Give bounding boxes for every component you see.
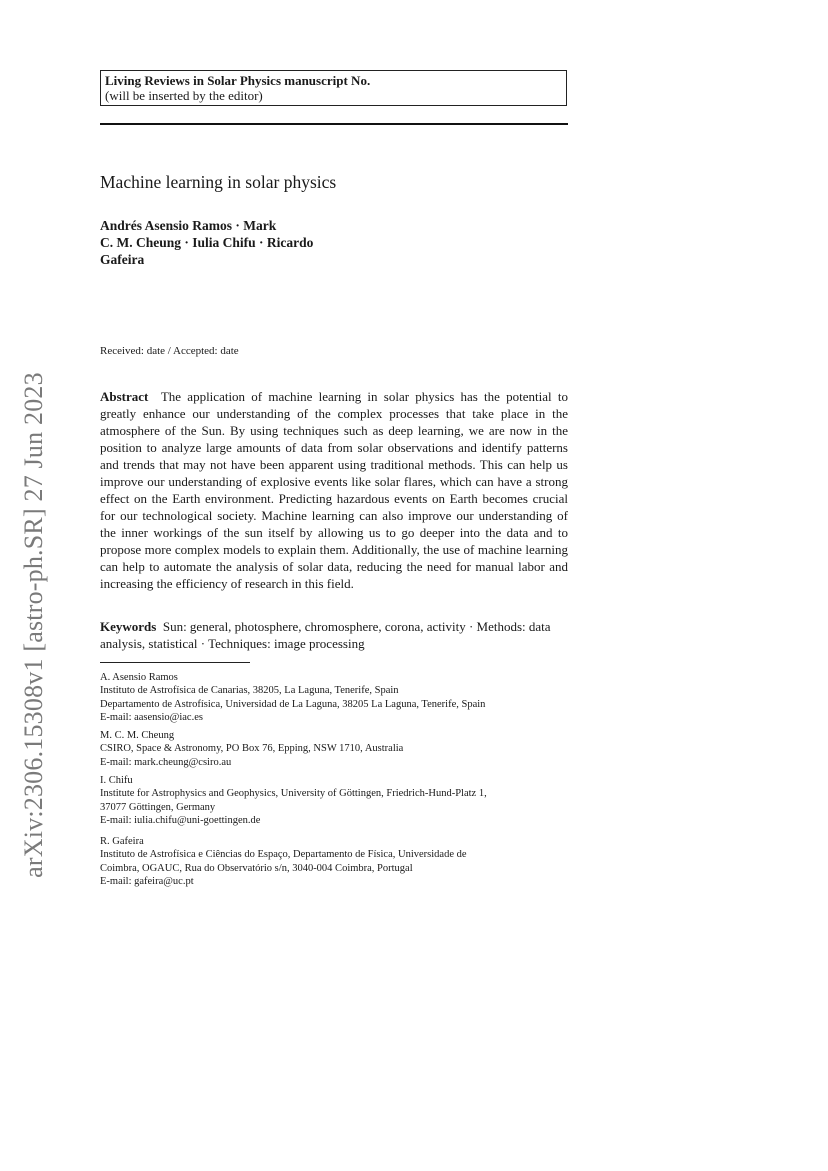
paper-title: Machine learning in solar physics [100, 172, 337, 192]
arxiv-identifier-sidebar [10, 345, 58, 905]
affiliation-name: R. Gafeira [100, 836, 144, 847]
keywords-text: Sun: general, photosphere, chromosphere, corona, activity · Methods: data analysis, statistical · Techniques: image processing [100, 619, 551, 651]
affiliation-email[interactable]: E-mail: gafeira@uc.pt [100, 875, 194, 887]
footnote-divider [100, 662, 250, 663]
affiliation-institution: Institute for Astrophysics and Geophysics, University of Göttingen, Friedrich-Hund-Platz 1, [100, 788, 487, 800]
affiliation-address: Coimbra, OGAUC, Rua do Observatório s/n, 3040-004 Coimbra, Portugal [100, 862, 413, 874]
abstract [100, 388, 568, 592]
journal-header-box [100, 70, 567, 106]
affiliation-institution: Departamento de Astrofísica, Universidad de La Laguna, 38205 La Laguna, Tenerife, Spain [100, 698, 486, 710]
affiliation-email[interactable]: E-mail: aasensio@iac.es [100, 711, 203, 723]
affiliation-email[interactable]: E-mail: mark.cheung@csiro.au [100, 756, 232, 768]
affiliation-email[interactable]: E-mail: iulia.chifu@uni-goettingen.de [100, 814, 261, 826]
arxiv-identifier[interactable]: arXiv:2306.15308v1 [astro-ph.SR] 27 Jun 2023 [19, 372, 49, 878]
affiliation-name: M. C. M. Cheung [100, 730, 175, 741]
abstract-label: Abstract [100, 389, 149, 404]
received-accepted-dates: Received: date / Accepted: date [100, 345, 239, 357]
affiliation-asensio-ramos [100, 671, 570, 724]
journal-name: Living Reviews in Solar Physics manuscript No. [105, 73, 371, 88]
keywords-label: Keywords [100, 619, 157, 634]
journal-note: (will be inserted by the editor) [105, 88, 263, 103]
affiliation-institution: Instituto de Astrofísica de Canarias, 38205, La Laguna, Tenerife, Spain [100, 685, 399, 697]
author-line: Gafeira [100, 252, 145, 267]
affiliation-institution: CSIRO, Space & Astronomy, PO Box 76, Epping, NSW 1710, Australia [100, 743, 404, 755]
abstract-text: The application of machine learning in solar physics has the potential to greatly enhance our understanding of the complex processes that take place in the atmosphere of the Sun. By using techniques such as deep learning, we are now in the position to analyze large amounts of data from solar observations and identify patterns and trends that may not have been apparent using traditional methods. This can help us improve our understanding of explosive events like solar flares, which can have a strong effect on the Earth environment. Predicting hazardous events on Earth becomes crucial for our technological society. Machine learning can also improve our understanding of the inner workings of the sun itself by allowing us to go deeper into the data and to propose more complex models to explain them. Additionally, the use of machine learning can help to automate the analysis of solar data, reducing the need for manual labor and increasing the efficiency of research in this field. [100, 389, 569, 591]
affiliation-chifu [100, 774, 570, 827]
affiliation-cheung [100, 729, 570, 769]
affiliation-institution: Instituto de Astrofísica e Ciências do Espaço, Departamento de Física, Universidade de [100, 849, 467, 861]
author-line: Andrés Asensio Ramos · Mark [100, 218, 277, 233]
affiliation-gafeira [100, 835, 570, 888]
keywords [100, 618, 568, 652]
affiliation-name: A. Asensio Ramos [100, 672, 178, 683]
author-list [100, 217, 390, 268]
author-line: C. M. Cheung · Iulia Chifu · Ricardo [100, 235, 314, 250]
affiliation-address: 37077 Göttingen, Germany [100, 801, 216, 813]
affiliation-name: I. Chifu [100, 775, 133, 786]
header-divider [100, 123, 568, 125]
